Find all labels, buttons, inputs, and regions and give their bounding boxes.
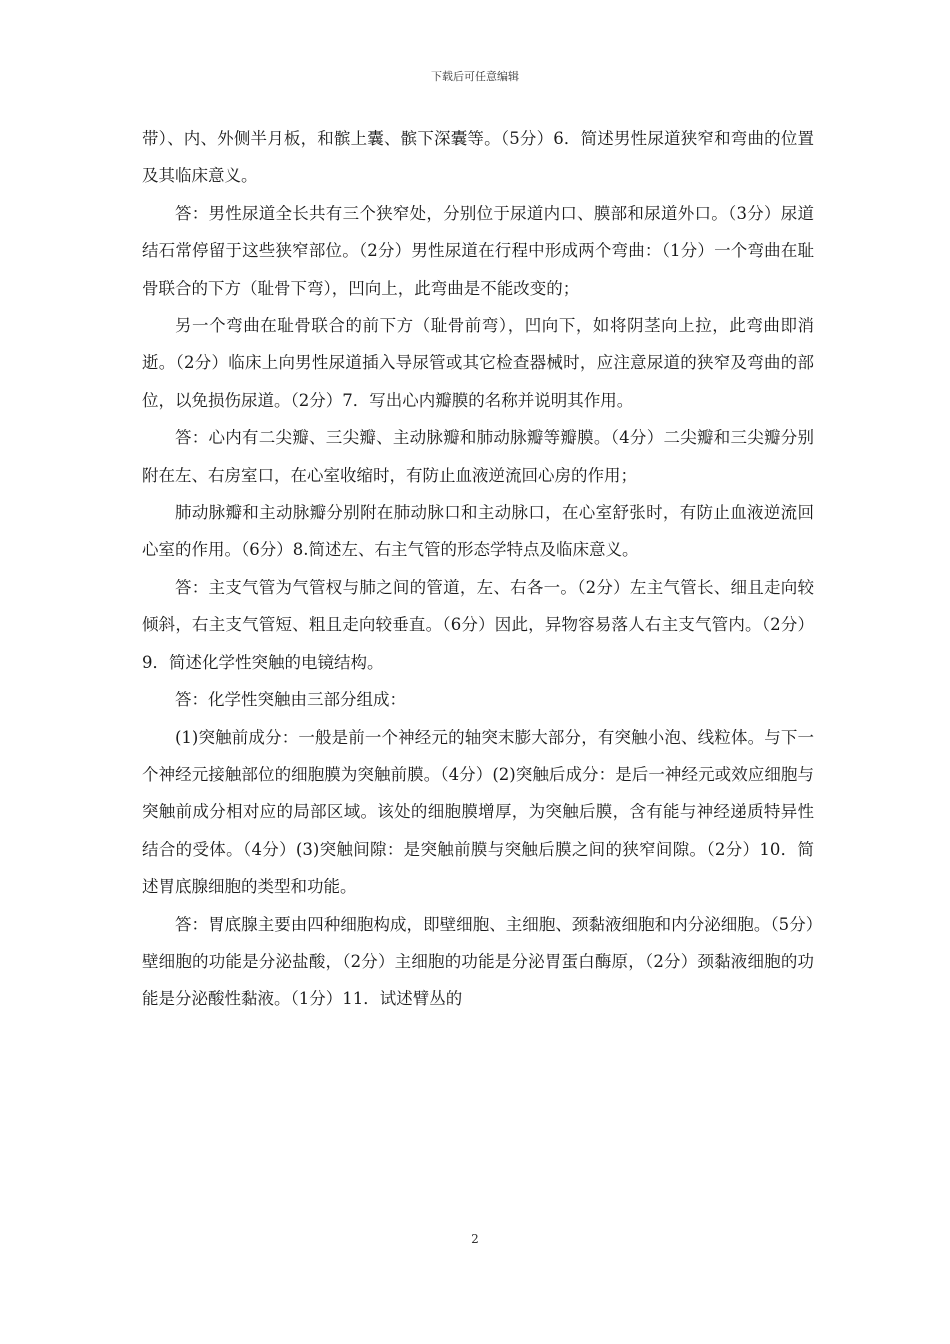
page-header: 下载后可任意编辑 (431, 70, 519, 83)
paragraph-9: 答：胃底腺主要由四种细胞构成，即壁细胞、主细胞、颈黏液细胞和内分泌细胞。（5分）壁细胞的功能是分泌盐酸，（2分）主细胞的功能是分泌胃蛋白酶原，（2分）颈黏液细胞的功能是分泌酸性黏液。（1分）11．试述臂丛的 (142, 914, 814, 1009)
paragraph-7: 答：化学性突触由三部分组成： (175, 690, 406, 710)
paragraph-3: 另一个弯曲在耻骨联合的前下方（耻骨前弯），凹向下，如将阴茎向上拉，此弯曲即消逝。（2分）临床上向男性尿道插入导尿管或其它检查器械时，应注意尿道的狭窄及弯曲的部位，以免损伤尿道。（2分）7．写出心内瓣膜的名称并说明其作用。 (142, 316, 814, 410)
document-body (142, 120, 814, 1018)
paragraph-1: 带）、内、外侧半月板，和髌上囊、髌下深囊等。（5分）6．简述男性尿道狭窄和弯曲的位置及其临床意义。 (142, 129, 814, 186)
paragraph-6: 答：主支气管为气管杈与肺之间的管道，左、右各一。（2分）左主气管长、细且走向较倾斜，右主支气管短、粗且走向较垂直。（6分）因此，异物容易落人右主支气管内。（2分）9．简述化学性突触的电镜结构。 (142, 577, 814, 672)
paragraph-2: 答：男性尿道全长共有三个狭窄处，分别位于尿道内口、膜部和尿道外口。（3分）尿道结石常停留于这些狭窄部位。（2分）男性尿道在行程中形成两个弯曲：（1分）一个弯曲在耻骨联合的下方（耻骨下弯），凹向上，此弯曲是不能改变的； (142, 203, 814, 298)
paragraph-8: (1)突触前成分：一般是前一个神经元的轴突末膨大部分，有突触小泡、线粒体。与下一个神经元接触部位的细胞膜为突触前膜。（4分）(2)突触后成分：是后一神经元或效应细胞与突触前成分相对应的局部区域。该处的细胞膜增厚，为突触后膜，含有能与神经递质特异性结合的受体。（4分）(3)突触间隙：是突触前膜与突触后膜之间的狭窄间隙。（2分）10．简述胃底腺细胞的类型和功能。 (142, 727, 814, 897)
paragraph-4: 答：心内有二尖瓣、三尖瓣、主动脉瓣和肺动脉瓣等瓣膜。（4分）二尖瓣和三尖瓣分别附在左、右房室口，在心室收缩时，有防止血液逆流回心房的作用； (142, 428, 814, 485)
paragraph-5: 肺动脉瓣和主动脉瓣分别附在肺动脉口和主动脉口，在心室舒张时，有防止血液逆流回心室的作用。（6分）8.简述左、右主气管的形态学特点及临床意义。 (142, 503, 814, 560)
page-number: 2 (471, 1232, 479, 1246)
